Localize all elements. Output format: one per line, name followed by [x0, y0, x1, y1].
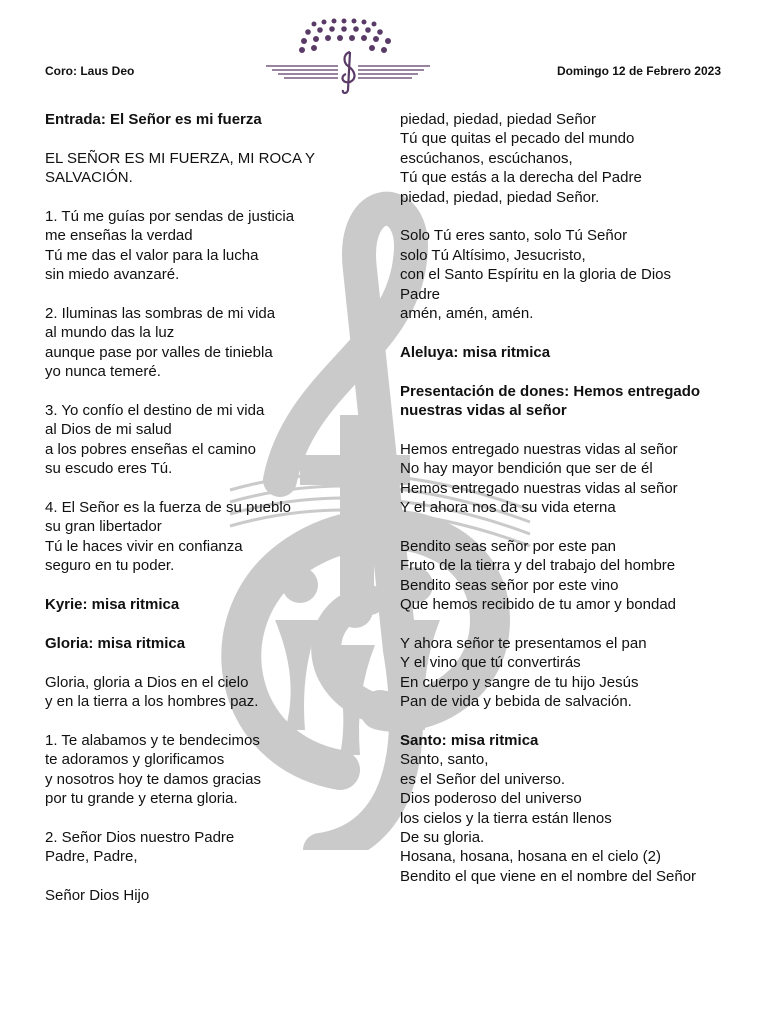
section-heading: nuestras vidas al señor: [400, 402, 567, 420]
line: Que hemos recibido de tu amor y bondad: [400, 596, 676, 614]
line: Bendito seas señor por este pan: [400, 537, 616, 555]
choir-name: Coro: Laus Deo: [45, 64, 135, 78]
line: y nosotros hoy te damos gracias: [45, 770, 261, 788]
line: [45, 129, 375, 148]
line: Padre, Padre,: [45, 848, 138, 866]
section-heading: Presentación de dones: Hemos entregado: [400, 382, 701, 400]
line: [45, 382, 375, 401]
line: 3. Yo confío el destino de mi vida: [45, 402, 265, 420]
line: [45, 285, 375, 304]
line: [45, 188, 375, 207]
line: su escudo eres Tú.: [45, 460, 173, 478]
line: y en la tierra a los hombres paz.: [45, 693, 259, 711]
line: al Dios de mi salud: [45, 421, 172, 439]
line: piedad, piedad, piedad Señor: [400, 111, 596, 128]
line: 2. Señor Dios nuestro Padre: [45, 828, 235, 846]
left-column: [45, 110, 375, 905]
line: a los pobres enseñas el camino: [45, 440, 256, 458]
line: Tú me das el valor para la lucha: [45, 246, 259, 264]
line: Y el ahora nos da su vida eterna: [400, 499, 616, 517]
line: Bendito el que viene en el nombre del Señor: [400, 867, 697, 885]
line: [45, 867, 375, 886]
line: [45, 653, 375, 672]
line: Gloria, gloria a Dios en el cielo: [45, 673, 249, 691]
line: 1. Te alabamos y te bendecimos: [45, 731, 260, 749]
line: escúchanos, escúchanos,: [400, 149, 573, 167]
line: Y el vino que tú convertirás: [400, 654, 581, 672]
line: por tu grande y eterna gloria.: [45, 790, 238, 808]
line: piedad, piedad, piedad Señor.: [400, 188, 600, 206]
line: te adoramos y glorificamos: [45, 751, 225, 769]
line: [400, 323, 740, 342]
section-heading: Santo: misa ritmica: [400, 731, 539, 749]
line: Hosana, hosana, hosana en el cielo (2): [400, 848, 662, 866]
line: con el Santo Espíritu en la gloria de Dios: [400, 266, 671, 284]
line: [45, 614, 375, 633]
line: 1. Tú me guías por sendas de justicia: [45, 208, 295, 225]
line: Santo, santo,: [400, 751, 489, 769]
line: [400, 420, 740, 439]
line: Solo Tú eres santo, solo Tú Señor: [400, 227, 628, 245]
line: yo nunca temeré.: [45, 363, 161, 381]
line: [400, 517, 740, 536]
line: seguro en tu poder.: [45, 557, 175, 575]
line: [45, 808, 375, 827]
line: me enseñas la verdad: [45, 227, 193, 245]
line: su gran libertador: [45, 518, 162, 536]
line: Hemos entregado nuestras vidas al señor: [400, 440, 678, 458]
line: Y ahora señor te presentamos el pan: [400, 634, 647, 652]
line: sin miedo avanzaré.: [45, 266, 180, 284]
line: Tú le haces vivir en confianza: [45, 537, 243, 555]
line: En cuerpo y sangre de tu hijo Jesús: [400, 673, 639, 691]
right-column: [400, 110, 740, 886]
line: 4. El Señor es la fuerza de su pueblo: [45, 499, 291, 517]
line: [400, 362, 740, 381]
line: Tú que quitas el pecado del mundo: [400, 130, 635, 148]
line: Bendito seas señor por este vino: [400, 576, 619, 594]
line: 2. Iluminas las sombras de mi vida: [45, 305, 276, 323]
line: EL SEÑOR ES MI FUERZA, MI ROCA Y: [45, 149, 316, 167]
line: [400, 712, 740, 731]
line: los cielos y la tierra están llenos: [400, 809, 612, 827]
line: Dios poderoso del universo: [400, 790, 582, 808]
line: [400, 207, 740, 226]
line: Señor Dios Hijo: [45, 887, 150, 905]
section-heading: Aleluya: misa ritmica: [400, 343, 551, 361]
line: [45, 576, 375, 595]
line: [45, 711, 375, 730]
line: solo Tú Altísimo, Jesucristo,: [400, 246, 586, 264]
line: Fruto de la tierra y del trabajo del hombre: [400, 557, 676, 575]
line: Entrada: El Señor es mi fuerza: [45, 111, 262, 128]
line: al mundo das la luz: [45, 324, 175, 342]
line: Padre: [400, 285, 441, 303]
line: SALVACIÓN.: [45, 169, 133, 187]
line: aunque pase por valles de tiniebla: [45, 343, 273, 361]
line: Hemos entregado nuestras vidas al señor: [400, 479, 678, 497]
treble-clef-choir-logo-icon: [258, 14, 438, 94]
line: [400, 614, 740, 633]
line: No hay mayor bendición que ser de él: [400, 460, 653, 478]
section-heading: Gloria: misa ritmica: [45, 634, 186, 652]
date-label: Domingo 12 de Febrero 2023: [556, 64, 721, 78]
line: es el Señor del universo.: [400, 770, 566, 788]
section-heading: Kyrie: misa ritmica: [45, 596, 180, 614]
line: amén, amén, amén.: [400, 305, 534, 323]
line: Pan de vida y bebida de salvación.: [400, 693, 632, 711]
line: De su gloria.: [400, 828, 485, 846]
line: [45, 479, 375, 498]
line: Tú que estás a la derecha del Padre: [400, 169, 642, 187]
